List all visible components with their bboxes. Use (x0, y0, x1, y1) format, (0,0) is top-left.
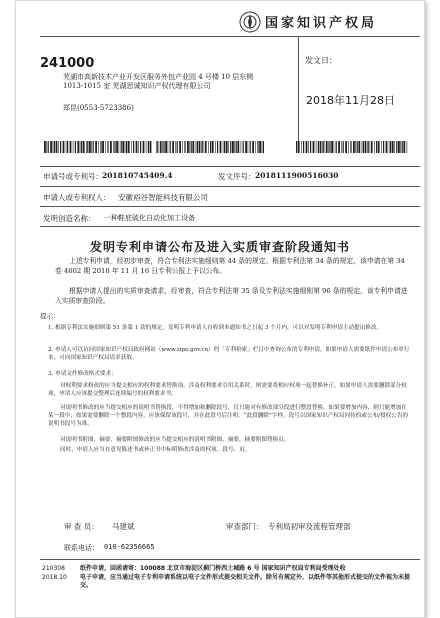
tip-2: 2. 申请人可以访问国家知识产权局政府网站（www.sipo.gov.cn）的「专利检索」栏目中查询公布的专利申请，如果申请人需要纸件申请公布单行本，可向国家知识产权局请求获取。 (48, 347, 410, 361)
field-rule-3 (40, 206, 420, 207)
barcode-1 (44, 141, 152, 153)
address-line1: 芜湖市高新技术产业开发区服务外包产业园 4 号楼 10 层东侧 (63, 73, 254, 81)
form-code: 210308 (42, 565, 65, 572)
serial-no: 2018111900516030 (255, 171, 339, 180)
field-rule-1 (40, 166, 420, 167)
header-rule (40, 36, 420, 37)
tips-label: 提示： (40, 312, 60, 320)
examiner-label: 审 查 员： (64, 522, 99, 531)
notice-title: 发明专利申请公布及进入实质审查阶段通知书 (89, 240, 350, 254)
address-line2: 1013-1015 室 芜湖思诚知识产权代理有限公司 (63, 82, 211, 90)
serial-label: 发文序号： (218, 172, 256, 181)
field-rule-2 (40, 186, 420, 187)
tip-7: 同时，申请人应当在意见陈述书或补正书中标明修改涉及的权项、段号、页。 (60, 447, 251, 453)
notice-para-1: 上述专利申请，经初步审查，符合专利法实施细则第 44 条的规定。根据专利法第 34 条的规定，该申请在第 34 卷 4602 期 2018 年 11 月 16 日专利公报上予以公布。 (55, 257, 405, 275)
applicant-label: 申请人或专利权人： (43, 193, 111, 202)
tip-3: 3. 申请文件修改格式要求： (48, 371, 117, 377)
recipient-name-phone: 郑昆(0553-5723386) (63, 104, 134, 112)
office-title: 国家知识产权局 (265, 16, 378, 31)
footer-mail-notice: 纸件申请，回函请寄：100088 北京市海淀区蓟门桥西土城路 6 号 国家知识产权局专利局受理处收 (80, 565, 346, 572)
invention-label: 发明创造名称： (43, 214, 96, 223)
dept-name: 专利局初审及流程管理部 (268, 522, 351, 531)
tip-1: 1. 根据专利法实施细则第 51 条第 1 款的规定，发明专利申请人自收到本通知书之日起 3 个月内，可以对发明专利申请主动提出修改。 (48, 325, 383, 331)
tip-6: 对说明书附图，摘要，摘要附图修改的应当提交相应的说明书附图，摘要，摘要附图替换页。 (60, 437, 290, 443)
applicant: 安徽裕谷智能科技有限公司 (118, 193, 208, 202)
notice-para-2: 根据申请人提出的实质审查请求，经审查，符合专利法第 35 条及专利法实施细则第 96 条的规定，该专利申请进入实质审查阶段。 (55, 287, 408, 305)
field-rule-4 (40, 226, 420, 227)
app-no: 201810745409.4 (102, 171, 173, 180)
tip-4: 对权利要求修改的应当提交相应的权利要求替换项，涉及权利要求引用关系时，则需要将相应权项一起替换补正。如果申请人需要删除部分权项，申请人应该提交整理后连续编号的权利要求书。 (48, 383, 407, 397)
invention-name: 一种鞋底硫化自动化加工设备 (104, 214, 195, 222)
examiner-name: 马建斌 (112, 522, 135, 531)
barcode-2 (156, 141, 264, 153)
sent-date-label: 发文日： (305, 56, 337, 65)
footer-rule (40, 559, 420, 560)
phone-label: 联系电话： (64, 544, 99, 552)
footer-electronic-notice: 电子申请，应当通过电子专利申请系统以电子文件形式提交相关文件。除另有规定外，以纸件等其他形式提交的文件视为未提交。 (80, 574, 411, 589)
dept-label: 审查部门： (226, 522, 264, 531)
tip-5: 对说明书修改的应当提交相应的说明书替换段，不得增加和删除段号，仅只能对有修改部分段进行整段替换。如果要增加内容，则只能增加在某一段中；如果需要删除一个整段内容，应该保留该段号，并在此段号后注明：“此段删除”字样。段号以国家知识产权局回传的或公布/授权公告的说明书段号为准。 (48, 405, 409, 427)
phone-number: 010-62356665 (104, 543, 155, 551)
postcode: 241000 (40, 56, 95, 71)
cnipa-emblem-icon (239, 11, 261, 33)
header-divider (298, 36, 299, 142)
barcode-3 (296, 141, 408, 153)
sent-date: 2018年11月28日 (306, 94, 395, 107)
form-version: 2018.10 (42, 574, 67, 581)
app-no-label: 申请号或专利号： (43, 172, 103, 181)
